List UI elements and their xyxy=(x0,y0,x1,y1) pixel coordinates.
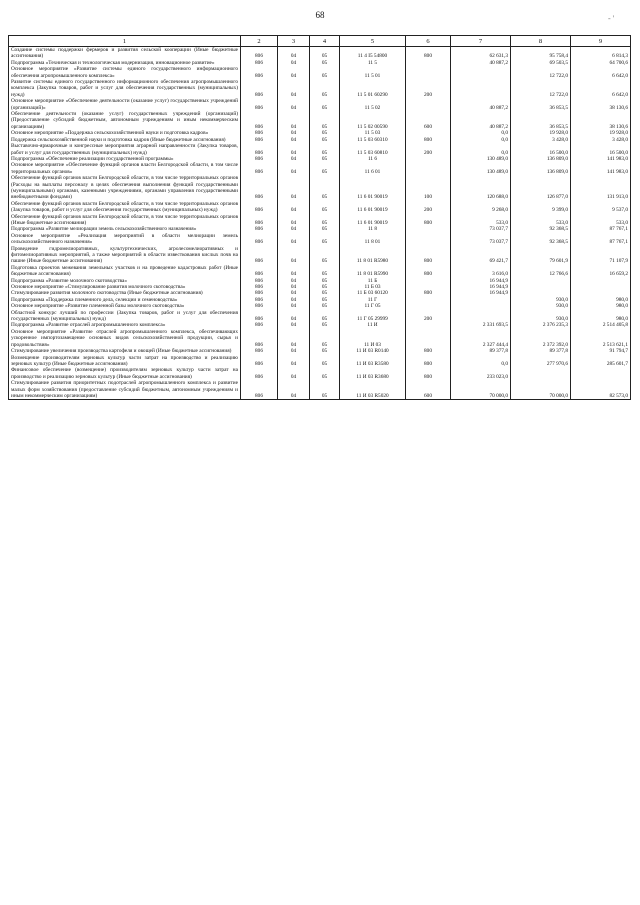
table-row xyxy=(9,214,631,227)
amount-year1-cell: 40 887,2 xyxy=(451,60,511,66)
expense-type-cell: 800 xyxy=(406,214,451,227)
amount-year3-cell: 2 513 621,1 xyxy=(571,329,631,348)
section-code-cell: 04 xyxy=(278,303,310,309)
amount-year2-cell: 9 399,0 xyxy=(511,201,571,214)
expense-type-cell: 800 xyxy=(406,137,451,143)
target-article-cell: 11 6 01 xyxy=(340,162,406,175)
row-name-cell: Обеспечение функций органов власти Белгородской области, в том числе территориальных органов (Иные бюджетные ассигнования) xyxy=(9,214,241,227)
target-article-cell: 11 5 xyxy=(340,60,406,66)
amount-year2-cell: 2 372 392,0 xyxy=(511,329,571,348)
amount-year1-cell: 0,0 xyxy=(451,137,511,143)
row-name-cell: Основное мероприятие «Развитие системы единого государственного информационного обеспечения агропромышленного комплекса» xyxy=(9,66,241,79)
amount-year1-cell: 3 616,0 xyxy=(451,265,511,278)
table-row xyxy=(9,367,631,380)
section-code-cell: 04 xyxy=(278,201,310,214)
column-header: 4 xyxy=(310,36,340,47)
section-code-cell: 04 xyxy=(278,367,310,380)
column-header: 8 xyxy=(511,36,571,47)
subsection-code-cell: 05 xyxy=(310,322,340,328)
ministry-code-cell: 806 xyxy=(241,246,278,265)
row-name-cell: Подпрограмма «Техническая и технологическая модернизация, инновационное развитие» xyxy=(9,60,241,66)
section-code-cell: 04 xyxy=(278,284,310,290)
table-header-row xyxy=(9,36,631,47)
amount-year1-cell: 130 489,0 xyxy=(451,162,511,175)
ministry-code-cell: 806 xyxy=(241,297,278,303)
expense-type-cell: 200 xyxy=(406,310,451,323)
row-name-cell: Подпрограмма «Поддержка племенного дела, селекции и семеноводства» xyxy=(9,297,241,303)
amount-year2-cell: 36 853,5 xyxy=(511,98,571,111)
row-name-cell: Основное мероприятие «Обеспечение деятельности (оказание услуг) государственных учреждений (организаций)» xyxy=(9,98,241,111)
amount-year3-cell: 2 514 405,8 xyxy=(571,322,631,328)
ministry-code-cell: 806 xyxy=(241,60,278,66)
section-code-cell: 04 xyxy=(278,137,310,143)
subsection-code-cell: 05 xyxy=(310,156,340,162)
section-code-cell: 04 xyxy=(278,246,310,265)
amount-year2-cell: 36 853,5 xyxy=(511,111,571,130)
expense-type-cell: 800 xyxy=(406,265,451,278)
subsection-code-cell: 05 xyxy=(310,348,340,354)
section-code-cell: 04 xyxy=(278,143,310,156)
expense-type-cell: 600 xyxy=(406,111,451,130)
table-row xyxy=(9,175,631,201)
amount-year1-cell: 9 268,0 xyxy=(451,201,511,214)
amount-year2-cell: 930,0 xyxy=(511,303,571,309)
ministry-code-cell: 806 xyxy=(241,98,278,111)
amount-year1-cell xyxy=(451,310,511,323)
row-name-cell: Обеспечение деятельности (оказание услуг) государственных учреждений (организаций) (Предоставление субсидий бюджетным, автономным учреждениям и иным некоммерческим организациям) xyxy=(9,111,241,130)
amount-year1-cell: 73 037,7 xyxy=(451,226,511,232)
expense-type-cell: 600 xyxy=(406,380,451,400)
row-name-cell: Выставочно-ярмарочные и конгрессные мероприятия аграрной направленности (Закупка товаров, работ и услуг для государственных (муниципальных) нужд) xyxy=(9,143,241,156)
section-code-cell: 04 xyxy=(278,156,310,162)
target-article-cell: 11 5 01 60290 xyxy=(340,79,406,98)
expense-type-cell xyxy=(406,66,451,79)
target-article-cell: 11 И 03 xyxy=(340,329,406,348)
column-header: 7 xyxy=(451,36,511,47)
table-row xyxy=(9,329,631,348)
amount-year2-cell: 930,0 xyxy=(511,297,571,303)
section-code-cell: 04 xyxy=(278,233,310,246)
ministry-code-cell: 806 xyxy=(241,79,278,98)
amount-year3-cell: 3 428,0 xyxy=(571,137,631,143)
target-article-cell: 11 5 02 00590 xyxy=(340,111,406,130)
amount-year1-cell: 62 631,3 xyxy=(451,47,511,60)
amount-year1-cell xyxy=(451,66,511,79)
amount-year1-cell: 40 887,2 xyxy=(451,98,511,111)
subsection-code-cell: 05 xyxy=(310,265,340,278)
subsection-code-cell: 05 xyxy=(310,60,340,66)
subsection-code-cell: 05 xyxy=(310,278,340,284)
table-row xyxy=(9,162,631,175)
amount-year2-cell: 136 809,0 xyxy=(511,162,571,175)
amount-year1-cell: 120 688,0 xyxy=(451,175,511,201)
table-row xyxy=(9,310,631,323)
ministry-code-cell: 806 xyxy=(241,111,278,130)
expense-type-cell: 200 xyxy=(406,79,451,98)
subsection-code-cell: 05 xyxy=(310,175,340,201)
section-code-cell: 04 xyxy=(278,111,310,130)
subsection-code-cell: 05 xyxy=(310,290,340,296)
row-name-cell: Основное мероприятие «Стимулирование развития молочного скотоводства» xyxy=(9,284,241,290)
amount-year3-cell: 285 601,7 xyxy=(571,355,631,368)
subsection-code-cell: 05 xyxy=(310,111,340,130)
amount-year1-cell: 533,0 xyxy=(451,214,511,227)
table-row xyxy=(9,111,631,130)
column-header: 2 xyxy=(241,36,278,47)
expense-type-cell: 800 xyxy=(406,246,451,265)
subsection-code-cell: 05 xyxy=(310,310,340,323)
ministry-code-cell: 806 xyxy=(241,137,278,143)
subsection-code-cell: 05 xyxy=(310,297,340,303)
subsection-code-cell: 05 xyxy=(310,284,340,290)
expense-type-cell: 800 xyxy=(406,355,451,368)
amount-year3-cell: 533,0 xyxy=(571,214,631,227)
section-code-cell: 04 xyxy=(278,66,310,79)
ministry-code-cell: 806 xyxy=(241,329,278,348)
subsection-code-cell: 05 xyxy=(310,329,340,348)
expense-type-cell: 200 xyxy=(406,201,451,214)
row-name-cell: Основное мероприятие «Обеспечение функций органов власти Белгородской области, в том числе территориальных органов» xyxy=(9,162,241,175)
target-article-cell: 11 8 01 R5980 xyxy=(340,246,406,265)
section-code-cell: 04 xyxy=(278,98,310,111)
amount-year3-cell: 19 928,0 xyxy=(571,130,631,136)
column-header: 9 xyxy=(571,36,631,47)
section-code-cell: 04 xyxy=(278,162,310,175)
amount-year2-cell: 3 428,0 xyxy=(511,137,571,143)
amount-year2-cell: 89 377,8 xyxy=(511,348,571,354)
section-code-cell: 04 xyxy=(278,297,310,303)
amount-year1-cell: 73 037,7 xyxy=(451,233,511,246)
amount-year1-cell: 0,0 xyxy=(451,143,511,156)
amount-year2-cell xyxy=(511,367,571,380)
amount-year1-cell: 40 887,2 xyxy=(451,111,511,130)
ministry-code-cell: 806 xyxy=(241,226,278,232)
section-code-cell: 04 xyxy=(278,214,310,227)
amount-year2-cell: 12 766,6 xyxy=(511,265,571,278)
subsection-code-cell: 05 xyxy=(310,355,340,368)
expense-type-cell: 100 xyxy=(406,175,451,201)
target-article-cell: 11 6 01 90019 xyxy=(340,175,406,201)
target-article-cell: 11 5 01 xyxy=(340,66,406,79)
ministry-code-cell: 806 xyxy=(241,310,278,323)
ministry-code-cell: 806 xyxy=(241,348,278,354)
amount-year3-cell: 71 107,9 xyxy=(571,246,631,265)
section-code-cell: 04 xyxy=(278,329,310,348)
amount-year1-cell: 16 944,9 xyxy=(451,278,511,284)
expense-type-cell: 800 xyxy=(406,348,451,354)
section-code-cell: 04 xyxy=(278,175,310,201)
row-name-cell: Областной конкурс лучший по профессии (Закупка товаров, работ и услуг для обеспечения государственных (муниципальных) нужд) xyxy=(9,310,241,323)
amount-year1-cell: 16 944,9 xyxy=(451,284,511,290)
amount-year3-cell: 980,0 xyxy=(571,303,631,309)
target-article-cell: 11 5 03 xyxy=(340,130,406,136)
amount-year3-cell: 131 913,0 xyxy=(571,175,631,201)
amount-year3-cell: 87 767,1 xyxy=(571,233,631,246)
amount-year1-cell: 89 377,8 xyxy=(451,348,511,354)
target-article-cell: 11 5 03 60810 xyxy=(340,143,406,156)
row-name-cell: Поддержка сельскохозяйственной науки и подготовка кадров (Иные бюджетные ассигнования) xyxy=(9,137,241,143)
expense-type-cell xyxy=(406,329,451,348)
section-code-cell: 04 xyxy=(278,47,310,60)
table-row xyxy=(9,98,631,111)
subsection-code-cell: 05 xyxy=(310,380,340,400)
subsection-code-cell: 05 xyxy=(310,246,340,265)
section-code-cell: 04 xyxy=(278,322,310,328)
row-name-cell: Подготовка проектов межевания земельных участков и на проведение кадастровых работ (Иные бюджетные ассигнования) xyxy=(9,265,241,278)
ministry-code-cell: 806 xyxy=(241,47,278,60)
target-article-cell: 11 И 03 R3580 xyxy=(340,355,406,368)
amount-year1-cell: 69 421,7 xyxy=(451,246,511,265)
amount-year2-cell: 126 877,0 xyxy=(511,175,571,201)
amount-year1-cell: 70 000,0 xyxy=(451,380,511,400)
budget-table xyxy=(8,35,631,400)
target-article-cell: 11 8 01 xyxy=(340,233,406,246)
section-code-cell: 04 xyxy=(278,226,310,232)
target-article-cell: 11 И 03 R5020 xyxy=(340,380,406,400)
row-name-cell: Создание системы поддержки фермеров и развития сельской кооперации (Иные бюджетные ассигнования) xyxy=(9,47,241,60)
table-row xyxy=(9,233,631,246)
column-header: 5 xyxy=(340,36,406,47)
amount-year2-cell: 277 970,6 xyxy=(511,355,571,368)
subsection-code-cell: 05 xyxy=(310,162,340,175)
ministry-code-cell: 806 xyxy=(241,303,278,309)
subsection-code-cell: 05 xyxy=(310,130,340,136)
amount-year2-cell: 70 000,0 xyxy=(511,380,571,400)
target-article-cell: 11 Г 05 29999 xyxy=(340,310,406,323)
row-name-cell: Обеспечение функций органов власти Белгородской области, в том числе территориальных органов (Расходы на выплаты персоналу в целях обеспечения выполнения функций государственными (муниципальными) органами, казенными учреждениями, органами управления государственными внебюджетными фондами) xyxy=(9,175,241,201)
subsection-code-cell: 05 xyxy=(310,137,340,143)
amount-year3-cell: 82 573,0 xyxy=(571,380,631,400)
ministry-code-cell: 806 xyxy=(241,143,278,156)
page-number: 68 xyxy=(315,10,325,20)
target-article-cell: 11 Б xyxy=(340,278,406,284)
row-name-cell: Подпрограмма «Обеспечение реализации государственной программы» xyxy=(9,156,241,162)
ministry-code-cell: 806 xyxy=(241,175,278,201)
target-article-cell: 11 6 01 90019 xyxy=(340,201,406,214)
amount-year2-cell: 12 722,0 xyxy=(511,79,571,98)
amount-year1-cell: 0,0 xyxy=(451,355,511,368)
ministry-code-cell: 806 xyxy=(241,367,278,380)
ministry-code-cell: 806 xyxy=(241,322,278,328)
subsection-code-cell: 05 xyxy=(310,79,340,98)
amount-year1-cell: 16 944,9 xyxy=(451,290,511,296)
ministry-code-cell: 806 xyxy=(241,130,278,136)
expense-type-cell: 200 xyxy=(406,143,451,156)
ministry-code-cell: 806 xyxy=(241,66,278,79)
expense-type-cell xyxy=(406,233,451,246)
ministry-code-cell: 806 xyxy=(241,278,278,284)
target-article-cell: 11 5 03 60310 xyxy=(340,137,406,143)
target-article-cell: 11 И 03 R0140 xyxy=(340,348,406,354)
target-article-cell: 11 Г 05 xyxy=(340,303,406,309)
amount-year1-cell: 2 327 444,4 xyxy=(451,329,511,348)
amount-year3-cell: 38 130,6 xyxy=(571,111,631,130)
ministry-code-cell: 806 xyxy=(241,156,278,162)
ministry-code-cell: 806 xyxy=(241,380,278,400)
row-name-cell: Основное мероприятие «Поддержка сельскохозяйственной науки и подготовка кадров» xyxy=(9,130,241,136)
table-body xyxy=(9,47,631,400)
amount-year3-cell: 38 130,6 xyxy=(571,98,631,111)
row-name-cell: Основное мероприятие «Развитие племенной базы молочного скотоводства» xyxy=(9,303,241,309)
row-name-cell: Стимулирование развития приоритетных подотраслей агропромышленного комплекса и развитие малых форм хозяйствования (предоставление субсидий бюджетным, автономным учреждениям и иным некоммерческим организациям) xyxy=(9,380,241,400)
amount-year3-cell: 9 537,0 xyxy=(571,201,631,214)
target-article-cell: 11 8 xyxy=(340,226,406,232)
row-name-cell: Обеспечение функций органов власти Белгородской области, в том числе территориальных органов (Закупка товаров, работ и услуг для обеспечения государственных (муниципальных) нужд) xyxy=(9,201,241,214)
amount-year2-cell: 19 928,0 xyxy=(511,130,571,136)
target-article-cell: 11 4 I5 54800 xyxy=(340,47,406,60)
column-header: 1 xyxy=(9,36,241,47)
amount-year3-cell: 16 659,2 xyxy=(571,265,631,278)
target-article-cell: 11 5 02 xyxy=(340,98,406,111)
amount-year3-cell: 91 794,7 xyxy=(571,348,631,354)
target-article-cell: 11 6 01 90019 xyxy=(340,214,406,227)
row-name-cell: Финансовое обеспечение (возмещение) производителям зерновых культур части затрат на производство и реализацию зерновых культур (Иные бюджетные ассигнования) xyxy=(9,367,241,380)
section-code-cell: 04 xyxy=(278,265,310,278)
amount-year1-cell: 130 489,0 xyxy=(451,156,511,162)
corner-mark: - ' xyxy=(608,14,615,23)
subsection-code-cell: 05 xyxy=(310,367,340,380)
amount-year1-cell xyxy=(451,79,511,98)
amount-year3-cell: 980,0 xyxy=(571,310,631,323)
amount-year1-cell: 0,0 xyxy=(451,130,511,136)
amount-year3-cell: 980,0 xyxy=(571,297,631,303)
table-row xyxy=(9,380,631,400)
amount-year1-cell: 233 023,0 xyxy=(451,367,511,380)
target-article-cell: 11 Г xyxy=(340,297,406,303)
target-article-cell: 11 И xyxy=(340,322,406,328)
table-row xyxy=(9,47,631,60)
ministry-code-cell: 806 xyxy=(241,265,278,278)
amount-year3-cell: 6 642,0 xyxy=(571,66,631,79)
subsection-code-cell: 05 xyxy=(310,201,340,214)
section-code-cell: 04 xyxy=(278,130,310,136)
subsection-code-cell: 05 xyxy=(310,47,340,60)
target-article-cell: 11 И 03 R3680 xyxy=(340,367,406,380)
section-code-cell: 04 xyxy=(278,355,310,368)
table-row xyxy=(9,143,631,156)
column-header: 3 xyxy=(278,36,310,47)
section-code-cell: 04 xyxy=(278,380,310,400)
ministry-code-cell: 806 xyxy=(241,355,278,368)
amount-year2-cell: 930,0 xyxy=(511,310,571,323)
row-name-cell: Возмещение производителям зерновых культур части затрат на производство и реализацию зерновых культур (Иные бюджетные ассигнования) xyxy=(9,355,241,368)
amount-year3-cell xyxy=(571,367,631,380)
amount-year2-cell: 16 500,0 xyxy=(511,143,571,156)
row-name-cell: Развитие системы единого государственного информационного обеспечения агропромышленного комплекса (Закупка товаров, работ и услуг для обеспечения государственных (муниципальных) нужд) xyxy=(9,79,241,98)
row-name-cell: Подпрограмма «Развитие молочного скотоводства» xyxy=(9,278,241,284)
ministry-code-cell: 806 xyxy=(241,214,278,227)
amount-year3-cell: 16 500,0 xyxy=(571,143,631,156)
table-row xyxy=(9,355,631,368)
amount-year2-cell: 136 809,0 xyxy=(511,156,571,162)
target-article-cell: 11 8 01 R5990 xyxy=(340,265,406,278)
section-code-cell: 04 xyxy=(278,348,310,354)
amount-year2-cell: 79 601,9 xyxy=(511,246,571,265)
section-code-cell: 04 xyxy=(278,290,310,296)
amount-year1-cell: 2 331 693,5 xyxy=(451,322,511,328)
table-row xyxy=(9,265,631,278)
row-name-cell: Подпрограмма «Развитие отраслей агропромышленного комплекса» xyxy=(9,322,241,328)
table-row xyxy=(9,66,631,79)
ministry-code-cell: 806 xyxy=(241,201,278,214)
amount-year3-cell: 141 983,0 xyxy=(571,156,631,162)
row-name-cell: Подпрограмма «Развитие мелиорации земель сельскохозяйственного назначения» xyxy=(9,226,241,232)
subsection-code-cell: 05 xyxy=(310,98,340,111)
amount-year2-cell: 69 503,5 xyxy=(511,60,571,66)
amount-year2-cell: 12 722,0 xyxy=(511,66,571,79)
target-article-cell: 11 Б 03 60120 xyxy=(340,290,406,296)
amount-year3-cell: 87 767,1 xyxy=(571,226,631,232)
subsection-code-cell: 05 xyxy=(310,233,340,246)
row-name-cell: Стимулирование увеличения производства картофеля и овощей (Иные бюджетные ассигнования) xyxy=(9,348,241,354)
amount-year3-cell: 64 700,6 xyxy=(571,60,631,66)
expense-type-cell xyxy=(406,98,451,111)
ministry-code-cell: 806 xyxy=(241,284,278,290)
amount-year2-cell: 92 368,5 xyxy=(511,233,571,246)
row-name-cell: Проведение гидромелиоративных, культуртехнических, агролесомелиоративных и фитомелиоративных мероприятий, а также мероприятий в области известкования кислых почв на пашне (Иные бюджетные ассигнования) xyxy=(9,246,241,265)
subsection-code-cell: 05 xyxy=(310,66,340,79)
expense-type-cell xyxy=(406,162,451,175)
section-code-cell: 04 xyxy=(278,79,310,98)
amount-year2-cell: 533,0 xyxy=(511,214,571,227)
section-code-cell: 04 xyxy=(278,278,310,284)
expense-type-cell: 800 xyxy=(406,367,451,380)
row-name-cell: Основное мероприятие «Реализация мероприятий в области мелиорации земель сельскохозяйственного назначения» xyxy=(9,233,241,246)
row-name-cell: Стимулирование развития молочного скотоводства (Иные бюджетные ассигнования) xyxy=(9,290,241,296)
ministry-code-cell: 806 xyxy=(241,162,278,175)
target-article-cell: 11 Б 03 xyxy=(340,284,406,290)
ministry-code-cell: 806 xyxy=(241,233,278,246)
expense-type-cell: 800 xyxy=(406,47,451,60)
amount-year3-cell: 141 983,0 xyxy=(571,162,631,175)
amount-year3-cell: 6 814,3 xyxy=(571,47,631,60)
amount-year2-cell: 92 368,5 xyxy=(511,226,571,232)
amount-year3-cell: 6 642,0 xyxy=(571,79,631,98)
subsection-code-cell: 05 xyxy=(310,303,340,309)
table-row xyxy=(9,201,631,214)
subsection-code-cell: 05 xyxy=(310,143,340,156)
target-article-cell: 11 6 xyxy=(340,156,406,162)
table-row xyxy=(9,79,631,98)
expense-type-cell: 800 xyxy=(406,290,451,296)
subsection-code-cell: 05 xyxy=(310,226,340,232)
row-name-cell: Основное мероприятие «Развитие отраслей агропромышленного комплекса, обеспечивающих ускоренное импортозамещение основных видов сельскохозяйственной продукции, сырья и продовольствия» xyxy=(9,329,241,348)
section-code-cell: 04 xyxy=(278,310,310,323)
amount-year2-cell: 2 376 235,3 xyxy=(511,322,571,328)
section-code-cell: 04 xyxy=(278,60,310,66)
table-row xyxy=(9,246,631,265)
subsection-code-cell: 05 xyxy=(310,214,340,227)
ministry-code-cell: 806 xyxy=(241,290,278,296)
column-header: 6 xyxy=(406,36,451,47)
amount-year2-cell: 95 758,4 xyxy=(511,47,571,60)
